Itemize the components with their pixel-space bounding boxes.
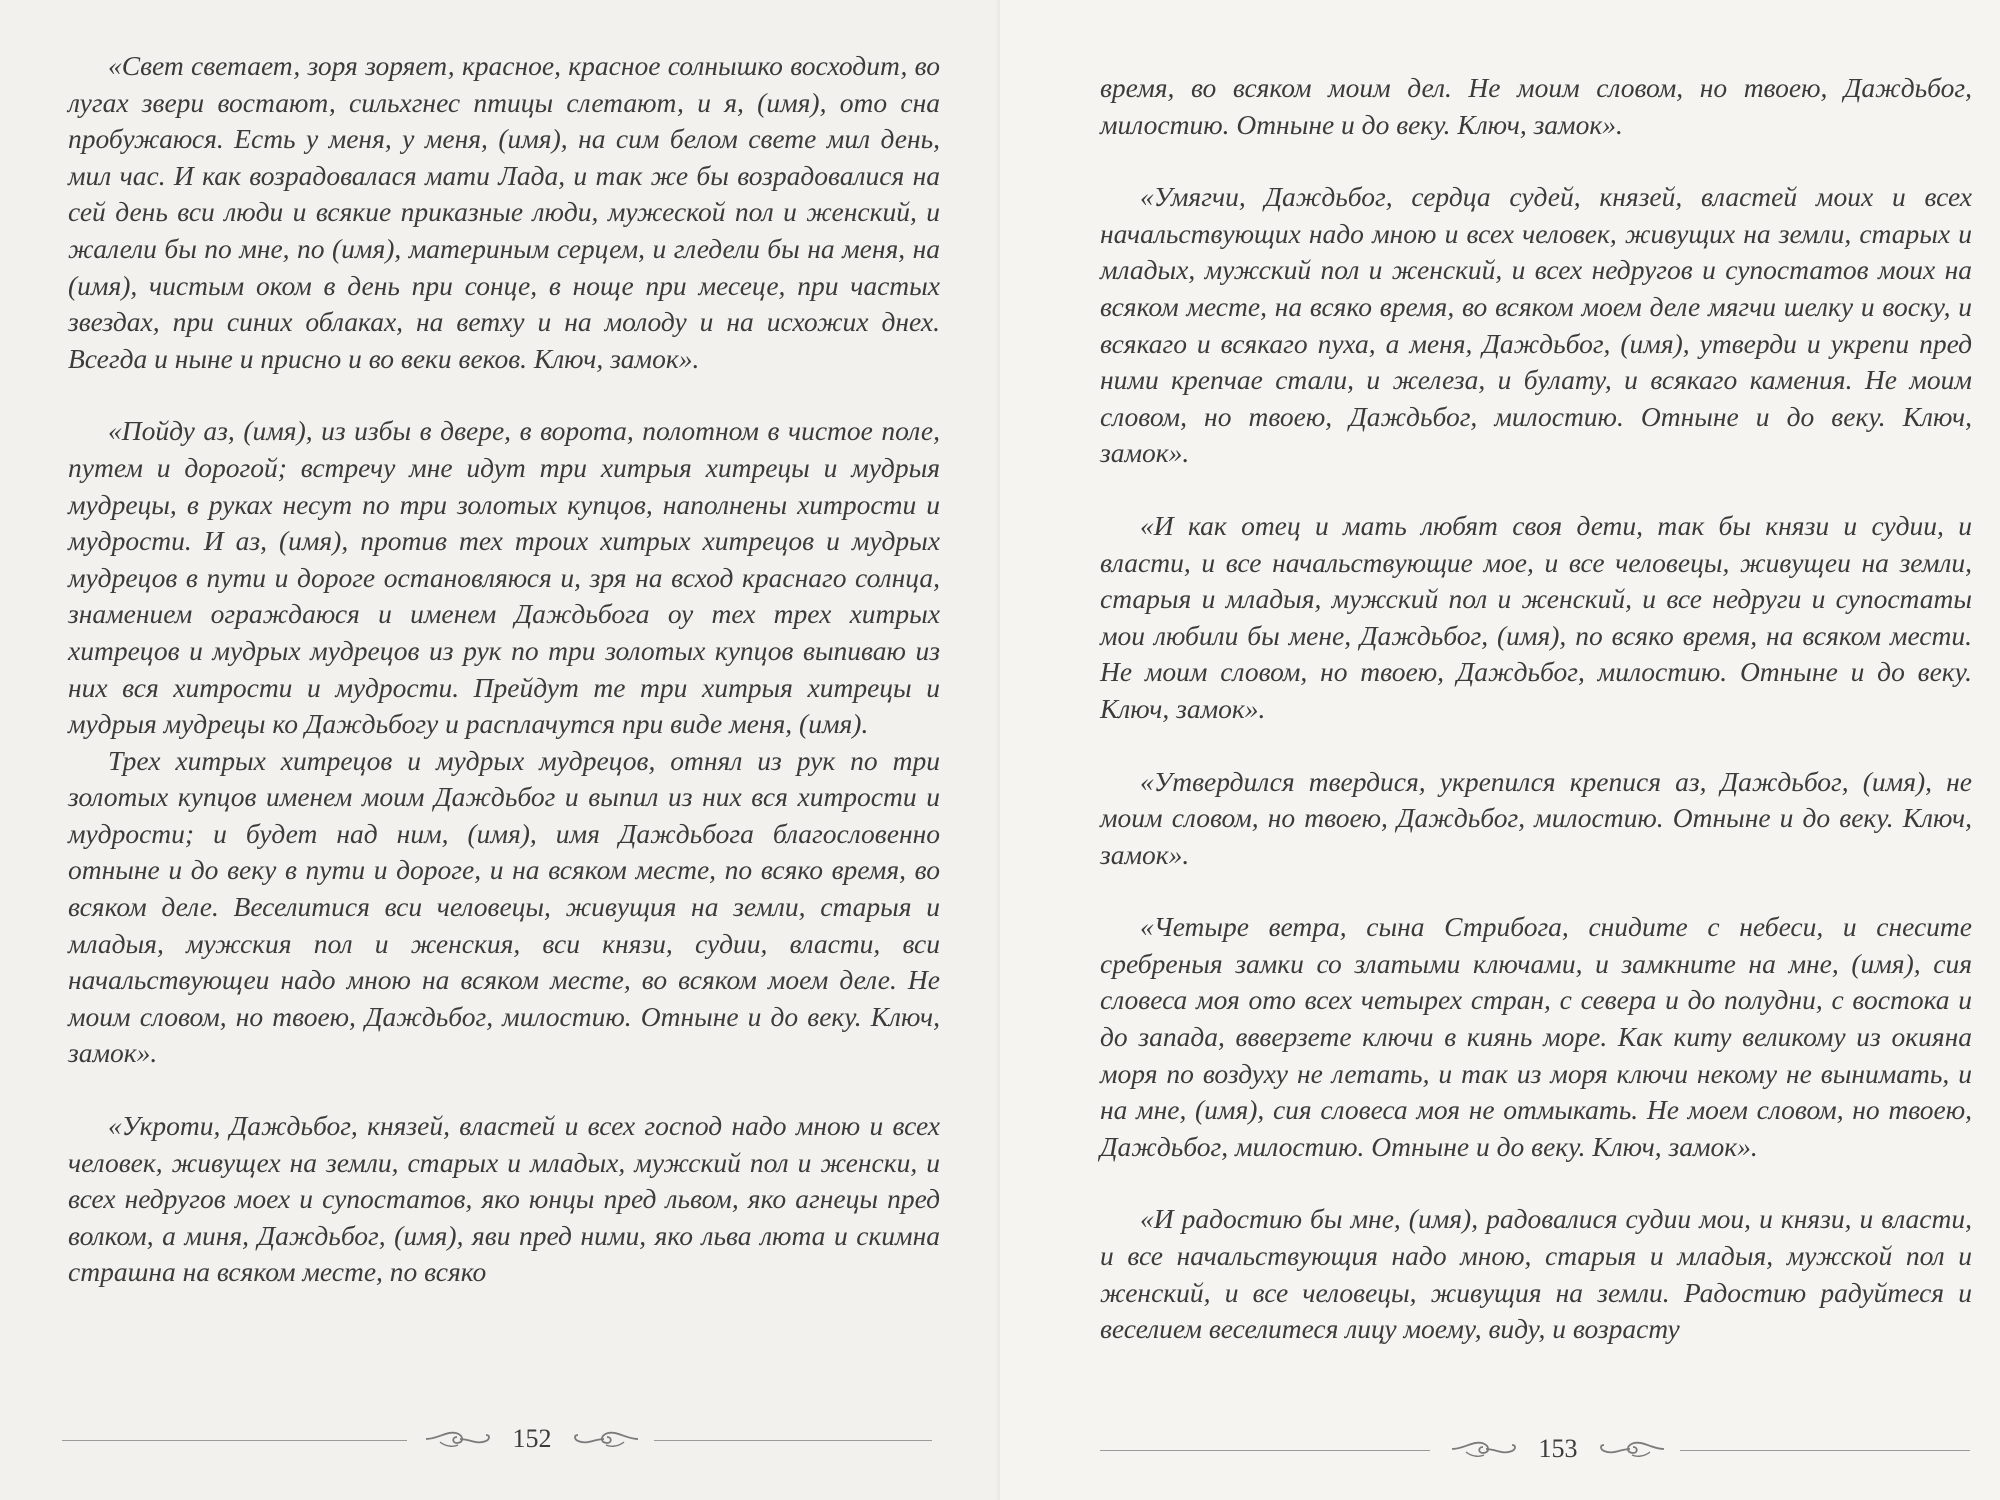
paragraph: «Четыре ветра, сына Стрибога, снидите с небеси, и снесите сребреныя замки со златыми ключами, и замкните на мне, (имя), сия словеса моя ото всех четырех стран, с севера и до полудни, с востока и до запада, ввверзете ключи в киянь море. Как киту великому из окияна моря по воздуху не летать, и так из моря ключи некому не вынимать, и на мне, (имя), сия словеса моя не отмыкать. Не моем словом, но твоею, Даждьбог, милостию. Отныне и до веку. Ключ, замок». [1100, 911, 1972, 1162]
page-footer [1100, 1430, 1970, 1470]
paragraph: «Умягчи, Даждьбог, сердца судей, князей, властей моих и всех начальствующих надо мною и всех человек, живущих на земли, старых и младых, мужский пол и женский, и всех недругов и супостатов моих на всяком месте, на всяко время, во всяком моем деле мягчи шелку и воску, и всякаго и всякаго пуха, а меня, Даждьбог, (имя), утверди и укрепи пред ними крепчае стали, и железа, и булату, и всякаго камения. Не моим словом, но твоею, Даждьбог, милостию. Отныне и до веку. Ключ, замок». [1100, 181, 1972, 469]
footer-rule [1100, 1450, 1430, 1451]
scroll-right-icon [1586, 1434, 1676, 1464]
page-number: 152 [512, 1424, 552, 1453]
scroll-right-icon [560, 1424, 650, 1454]
page-number: 153 [1538, 1434, 1578, 1463]
right-page-text [1100, 70, 1972, 1348]
left-page-text [68, 48, 940, 1291]
paragraph: «Утвердился твердися, укрепился крепися аз, Даждьбог, (имя), не моим словом, но твоею, Даждьбог, милостию. Отныне и до веку. Ключ, замок». [1100, 765, 1972, 870]
paragraph: время, во всяком моим дел. Не моим словом, но твоею, Даждьбог, милостию. Отныне и до веку. Ключ, замок». [1100, 72, 1972, 140]
paragraph: «Свет светает, зоря зоряет, красное, красное солнышко восходит, во лугах звери востают, сильхгнес птицы слетают, и я, (имя), ото сна пробужаюся. Есть у меня, у меня, (имя), на сим белом свете мил день, мил час. И как возрадовалася мати Лада, и так же бы возрадовалися на сей день вси люди и всякие приказные люди, мужеской пол и женский, и жалели бы по мне, по (имя), материным серцем, и гледели бы на меня, на (имя), чистым оком в день при сонце, в ноще при месеце, при частых звездах, при синих облаках, на ветху и на молоду и на исхожих днех. Всегда и ныне и присно и во веки веков. Ключ, замок». [68, 50, 940, 374]
right-page [1000, 0, 2000, 1500]
paragraph: «Пойду аз, (имя), из избы в двере, в ворота, полотном в чистое поле, путем и дорогой; встречу мне идут три хитрыя хитрецы и мудрыя мудрецы, в руках несут по три золотых купцов, наполнены хитрости и мудрости. И аз, (имя), против тех троих хитрых хитрецов и мудрых мудрецов в пути и дороге остановляюся и, зря на всход краснаго солнца, знамением ограждаюся и именем Даждьбога оу тех трех хитрых хитрецов и мудрых мудрецов из рук по три золотых купцов выпиваю из них вся хитрости и мудрости. Прейдут те три хитрыя хитрецы и мудрыя мудрецы ко Даждьбогу и расплачутся при виде меня, (имя). [68, 415, 940, 740]
footer-rule [1680, 1450, 1970, 1451]
page-footer [62, 1420, 932, 1460]
paragraph: Трех хитрых хитрецов и мудрых мудрецов, отнял из рук по три золотых купцов именем моим Даждьбог и выпил из них вся хитрости и мудрости; и будет над ним, (имя), имя Даждьбога благословенно отныне и до веку в пути и дороге, и на всяком месте, по всяко время, во всяком деле. Веселитися вси человецы, живущия на земли, старыя и младыя, мужския пол и женския, вси князи, судии, власти, вси начальствующеи надо мною на всяком месте, во всяком моем деле. Не моим словом, но твоею, Даждьбог, милостию. Отныне и до веку. Ключ, замок». [68, 744, 940, 1069]
paragraph: «И радостию бы мне, (имя), радовалися судии мои, и князи, и власти, и все начальствующия надо мною, старыя и младыя, мужской пол и женский, и все человецы, живущия на земли. Радостию радуйтеся и веселием веселитеся лицу моему, виду, и возрасту [1100, 1203, 1972, 1345]
scroll-left-icon [414, 1424, 504, 1454]
paragraph: «Укроти, Даждьбог, князей, властей и всех господ надо мною и всех человек, живущех на земли, старых и младых, мужский пол и женски, и всех недругов моех и супостатов, яко юнцы пред львом, яко агнецы пред волком, а миня, Даждьбог, (имя), яви пред ними, яко льва люта и скимна страшна на всяком месте, по всяко [68, 1110, 940, 1288]
paragraph: «И как отец и мать любят своя дети, так бы князи и судии, и власти, и все начальствующие мое, и все человецы, живущеи на земли, старыя и младыя, мужский пол и женский, и все недруги и супостаты мои любили бы мене, Даждьбог, (имя), по всяко время, на всяком мести. Не моим словом, но твоею, Даждьбог, милостию. Отныне и до веку. Ключ, замок». [1100, 509, 1972, 724]
footer-rule [62, 1440, 407, 1441]
scroll-left-icon [1440, 1434, 1530, 1464]
footer-rule [654, 1440, 932, 1441]
